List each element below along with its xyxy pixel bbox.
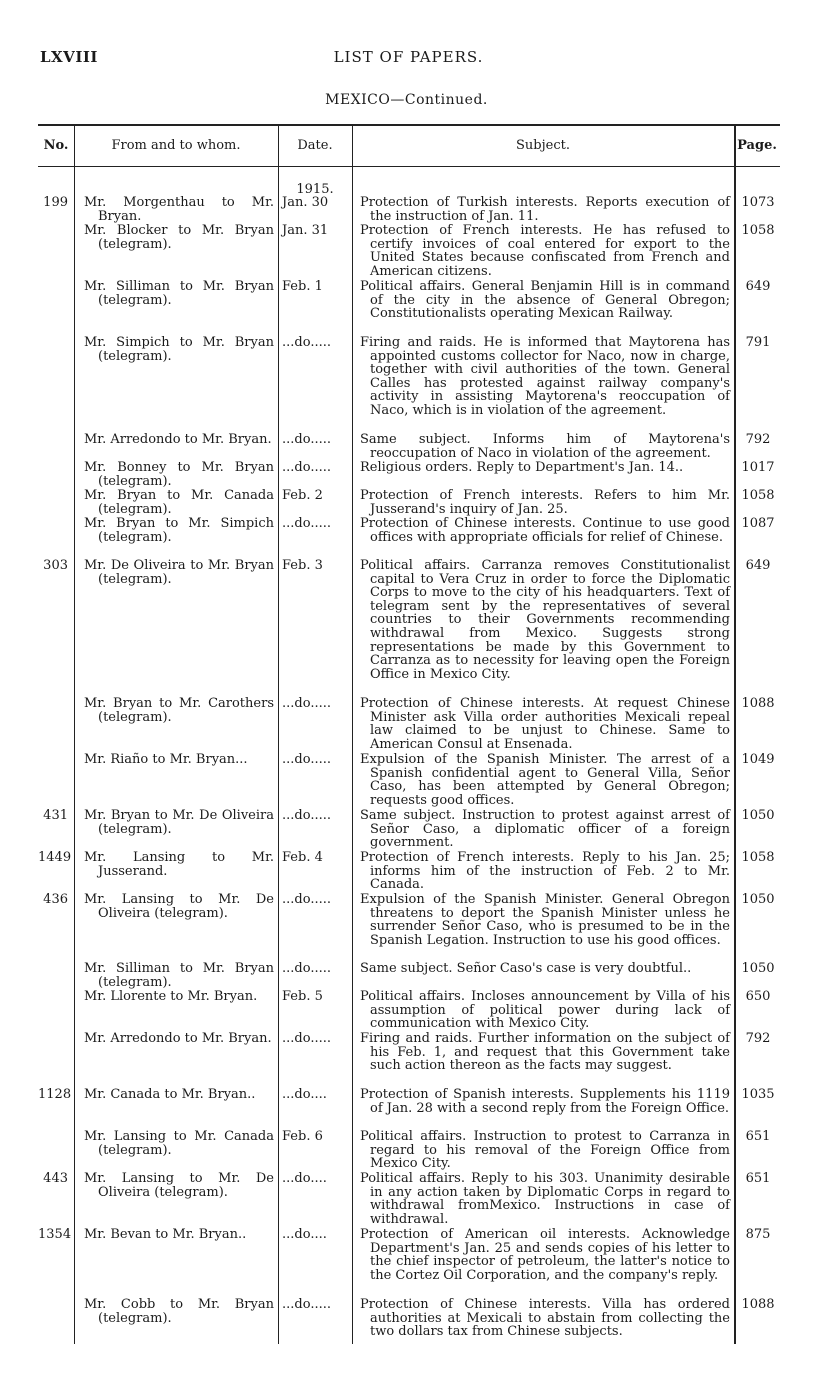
row-subject: Protection of French interests. He has refused to certify invoices of coal entered for export to the United States because confiscated from French and American citizens. xyxy=(360,223,730,279)
row-page: 1087 xyxy=(741,516,775,531)
row-date: Feb. 3 xyxy=(282,558,323,573)
row-page: 1050 xyxy=(741,961,775,976)
row-date: Jan. 30 xyxy=(282,195,329,210)
row-date: ...do..... xyxy=(282,1297,331,1312)
row-date: ...do..... xyxy=(282,808,331,823)
row-subject: Political affairs. Carranza removes Constitutionalist capital to Vera Cruz in order to force the Diplomatic Corps to move to the city of his headquarters. Text of telegram sent by the representatives of several countries to their Governments recommending withdrawal from Mexico. Suggests strong representations be made by this Government to Carranza as to necessity for leaving open the Foreign Office in Mexico City. xyxy=(360,558,730,682)
year-label: 1915. xyxy=(296,182,334,197)
table-row xyxy=(38,697,780,753)
row-page: 1058 xyxy=(741,488,775,503)
table-row xyxy=(38,1172,780,1228)
row-page: 875 xyxy=(745,1227,771,1242)
row-number: 1354 xyxy=(38,1227,72,1242)
row-page: 792 xyxy=(745,1031,771,1046)
page-number: LXVIII xyxy=(40,48,98,66)
section-subtitle: MEXICO—Continued. xyxy=(325,92,488,108)
row-from-to: Mr. Lansing to Mr. Jusserand. xyxy=(84,850,274,879)
table-row xyxy=(38,1032,780,1088)
table-row xyxy=(38,517,780,559)
table-row xyxy=(38,1130,780,1172)
row-page: 1049 xyxy=(741,752,775,767)
table-row xyxy=(38,1228,780,1298)
row-date: ...do..... xyxy=(282,335,331,350)
row-page: 651 xyxy=(745,1171,771,1186)
column-header-no: No. xyxy=(43,138,69,153)
row-subject: Same subject. Informs him of Maytorena's reoccupation of Naco in violation of the agreement. xyxy=(360,432,730,461)
row-from-to: Mr. Bonney to Mr. Bryan (telegram). xyxy=(84,460,274,489)
row-number: 1128 xyxy=(38,1087,72,1102)
row-page: 1050 xyxy=(741,808,775,823)
table-row xyxy=(38,489,780,517)
table-row xyxy=(38,336,780,433)
row-subject: Same subject. Señor Caso's case is very doubtful.. xyxy=(360,961,692,976)
row-page: 650 xyxy=(745,989,771,1004)
row-subject: Firing and raids. He is informed that Maytorena has appointed customs collector for Naco, now in charge, together with civil authorities of the town. General Calles has protested against railway company's activity in assisting Maytorena's reoccupation of Naco, which is in violation of the agreement. xyxy=(360,335,730,418)
table-header-rule xyxy=(38,166,780,167)
row-from-to: Mr. Canada to Mr. Bryan.. xyxy=(84,1087,256,1102)
table-body xyxy=(38,196,780,1338)
row-date: ...do.... xyxy=(282,1087,327,1102)
table-row xyxy=(38,559,780,697)
row-from-to: Mr. Bevan to Mr. Bryan.. xyxy=(84,1227,247,1242)
table-row xyxy=(38,809,780,851)
row-date: ...do..... xyxy=(282,961,331,976)
papers-table xyxy=(38,124,780,1344)
table-row xyxy=(38,962,780,990)
row-page: 791 xyxy=(745,335,771,350)
row-subject: Protection of Chinese interests. Villa has ordered authorities at Mexicali to abstain from collecting the two dollars tax from Chinese subjects. xyxy=(360,1297,730,1340)
row-subject: Protection of Turkish interests. Reports execution of the instruction of Jan. 11. xyxy=(360,195,730,224)
row-date: ...do..... xyxy=(282,516,331,531)
row-page: 651 xyxy=(745,1129,771,1144)
row-date: Feb. 5 xyxy=(282,989,323,1004)
row-date: ...do..... xyxy=(282,696,331,711)
row-page: 1050 xyxy=(741,892,775,907)
row-page: 1058 xyxy=(741,850,775,865)
row-date: ...do..... xyxy=(282,1031,331,1046)
row-from-to: Mr. Morgenthau to Mr. Bryan. xyxy=(84,195,274,224)
column-header-page: Page. xyxy=(737,138,777,153)
row-page: 792 xyxy=(745,432,771,447)
table-row xyxy=(38,433,780,461)
row-number: 431 xyxy=(43,808,68,823)
row-page: 1088 xyxy=(741,696,775,711)
row-page: 1088 xyxy=(741,1297,775,1312)
row-page: 1017 xyxy=(741,460,775,475)
row-date: ...do..... xyxy=(282,460,331,475)
row-subject: Protection of Spanish interests. Supplements his 1119 of Jan. 28 with a second reply from the Foreign Office. xyxy=(360,1087,730,1116)
row-number: 199 xyxy=(43,195,68,210)
table-row xyxy=(38,280,780,336)
row-number: 1449 xyxy=(38,850,72,865)
row-from-to: Mr. Cobb to Mr. Bryan (telegram). xyxy=(84,1297,274,1326)
row-from-to: Mr. Arredondo to Mr. Bryan. xyxy=(84,1031,272,1046)
table-row xyxy=(38,461,780,489)
row-from-to: Mr. Lansing to Mr. De Oliveira (telegram). xyxy=(84,892,274,921)
table-row xyxy=(38,990,780,1032)
row-from-to: Mr. Bryan to Mr. De Oliveira (telegram). xyxy=(84,808,274,837)
row-subject: Political affairs. General Benjamin Hill is in command of the city in the absence of General Obregon; Constitutionalists operating Mexican Railway. xyxy=(360,279,730,322)
row-from-to: Mr. Bryan to Mr. Simpich (telegram). xyxy=(84,516,274,545)
row-date: ...do.... xyxy=(282,1227,327,1242)
column-header-from: From and to whom. xyxy=(111,138,241,153)
row-subject: Firing and raids. Further information on the subject of his Feb. 1, and request that this Government take such action thereon as the facts may suggest. xyxy=(360,1031,730,1074)
table-row xyxy=(38,851,780,893)
row-page: 649 xyxy=(745,558,771,573)
row-subject: Same subject. Instruction to protest against arrest of Señor Caso, a diplomatic officer of a foreign government. xyxy=(360,808,730,851)
row-subject: Protection of French interests. Refers to him Mr. Jusserand's inquiry of Jan. 25. xyxy=(360,488,730,517)
row-page: 649 xyxy=(745,279,771,294)
row-subject: Expulsion of the Spanish Minister. The arrest of a Spanish confidential agent to General Villa, Señor Caso, has been attempted by General Obregon; requests good offices. xyxy=(360,752,730,808)
row-subject: Protection of American oil interests. Acknowledge Department's Jan. 25 and sends copies of his letter to the chief inspector of petroleum, the latter's notice to the Cortez Oil Corporation, and the company's reply. xyxy=(360,1227,730,1283)
row-subject: Political affairs. Reply to his 303. Unanimity desirable in any action taken by Diplomatic Corps in regard to withdrawal fromMexico. Instructions in case of withdrawal. xyxy=(360,1171,730,1227)
table-top-rule xyxy=(38,124,780,126)
row-from-to: Mr. Silliman to Mr. Bryan (telegram). xyxy=(84,279,274,308)
table-row xyxy=(38,753,780,809)
row-subject: Political affairs. Incloses announcement by Villa of his assumption of political power during lack of communication with Mexico City. xyxy=(360,989,730,1032)
row-subject: Religious orders. Reply to Department's Jan. 14.. xyxy=(360,460,684,475)
row-subject: Protection of Chinese interests. At request Chinese Minister ask Villa order authorities Mexicali repeal law claimed to be unjust to Chinese. Same to American Consul at Ensenada. xyxy=(360,696,730,752)
table-row xyxy=(38,893,780,962)
row-from-to: Mr. Blocker to Mr. Bryan (telegram). xyxy=(84,223,274,252)
row-subject: Protection of Chinese interests. Continue to use good offices with appropriate officials for relief of Chinese. xyxy=(360,516,730,545)
row-date: Feb. 2 xyxy=(282,488,323,503)
column-header-date: Date. xyxy=(297,138,333,153)
row-date: Feb. 6 xyxy=(282,1129,323,1144)
column-header-subject: Subject. xyxy=(516,138,570,153)
row-number: 443 xyxy=(43,1171,68,1186)
table-row xyxy=(38,1088,780,1130)
row-from-to: Mr. De Oliveira to Mr. Bryan (telegram). xyxy=(84,558,274,587)
row-from-to: Mr. Silliman to Mr. Bryan (telegram). xyxy=(84,961,274,990)
row-date: ...do..... xyxy=(282,892,331,907)
page-header xyxy=(40,48,777,72)
row-date: Jan. 31 xyxy=(282,223,329,238)
row-from-to: Mr. Arredondo to Mr. Bryan. xyxy=(84,432,272,447)
row-from-to: Mr. Bryan to Mr. Canada (telegram). xyxy=(84,488,274,517)
row-number: 436 xyxy=(43,892,68,907)
row-from-to: Mr. Riaño to Mr. Bryan... xyxy=(84,752,248,767)
page-title: LIST OF PAPERS. xyxy=(333,48,484,66)
table-row xyxy=(38,224,780,280)
row-page: 1073 xyxy=(741,195,775,210)
row-page: 1058 xyxy=(741,223,775,238)
row-date: ...do..... xyxy=(282,432,331,447)
row-from-to: Mr. Simpich to Mr. Bryan (telegram). xyxy=(84,335,274,364)
row-date: ...do..... xyxy=(282,752,331,767)
row-subject: Expulsion of the Spanish Minister. General Obregon threatens to deport the Spanish Minister unless he surrender Señor Caso, who is presumed to be in the Spanish Legation. Instruction to use his good offices. xyxy=(360,892,730,948)
table-row xyxy=(38,196,780,224)
row-subject: Political affairs. Instruction to protest to Carranza in regard to his removal of the Foreign Office from Mexico City. xyxy=(360,1129,730,1172)
row-number: 303 xyxy=(43,558,68,573)
row-from-to: Mr. Bryan to Mr. Carothers (telegram). xyxy=(84,696,274,725)
row-from-to: Mr. Llorente to Mr. Bryan. xyxy=(84,989,258,1004)
row-date: ...do.... xyxy=(282,1171,327,1186)
row-page: 1035 xyxy=(741,1087,775,1102)
row-from-to: Mr. Lansing to Mr. Canada (telegram). xyxy=(84,1129,274,1158)
row-date: Feb. 4 xyxy=(282,850,323,865)
row-date: Feb. 1 xyxy=(282,279,323,294)
row-from-to: Mr. Lansing to Mr. De Oliveira (telegram). xyxy=(84,1171,274,1200)
table-row xyxy=(38,1298,780,1338)
row-subject: Protection of French interests. Reply to his Jan. 25; informs him of the instruction of Feb. 2 to Mr. Canada. xyxy=(360,850,730,893)
